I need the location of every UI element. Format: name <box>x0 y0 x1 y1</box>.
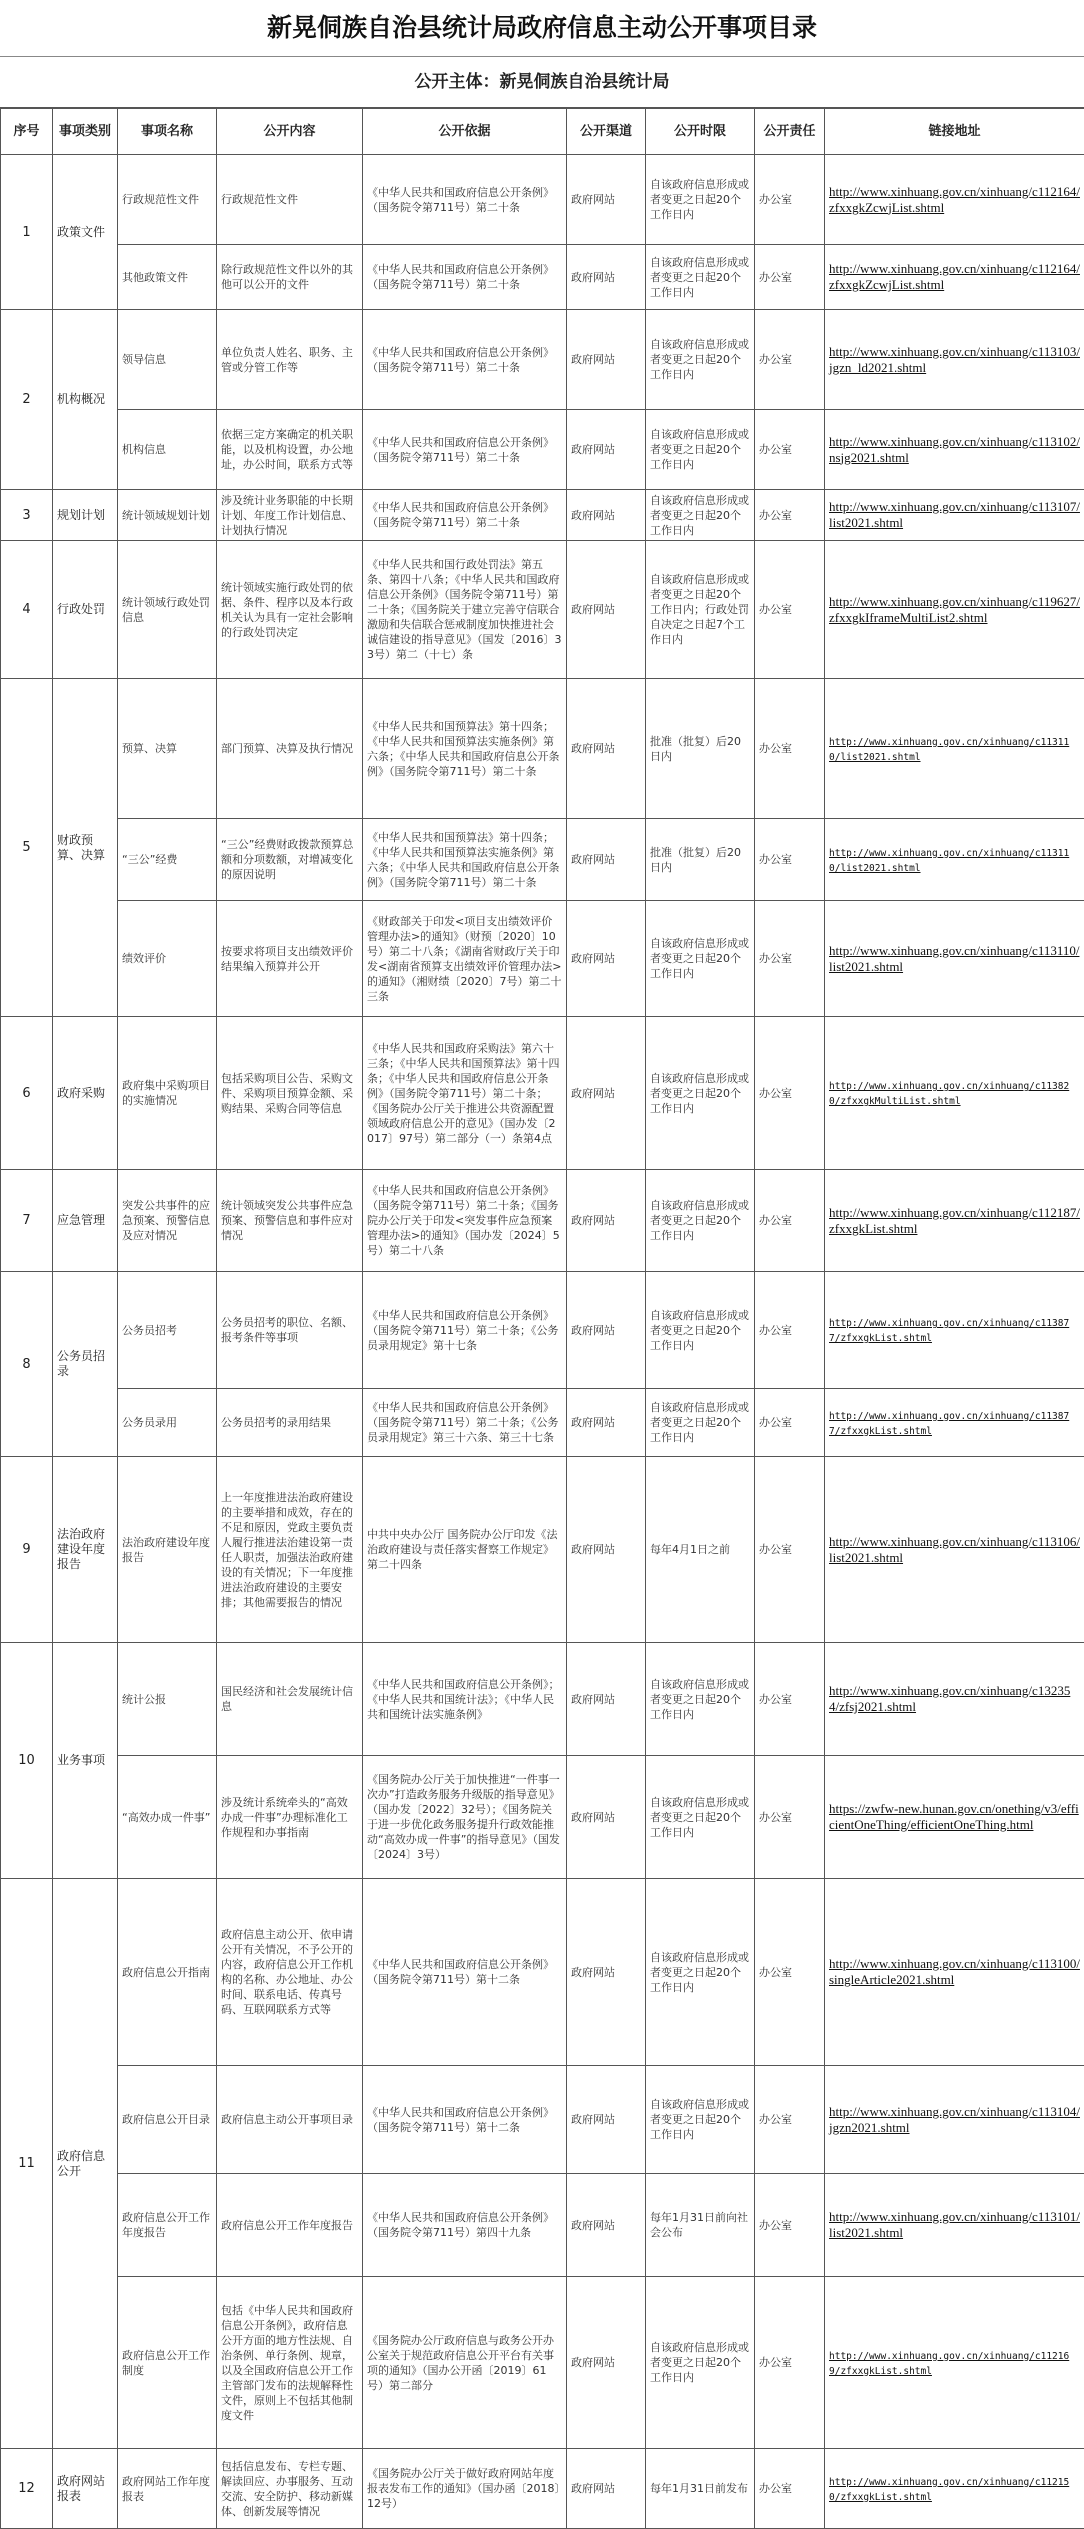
disclosure-content: “三公”经费财政拨款预算总额和分项数额，对增减变化的原因说明 <box>217 819 363 901</box>
link-cell <box>825 2277 1084 2449</box>
disclosure-channel: 政府网站 <box>567 2449 646 2529</box>
disclosure-content: 除行政规范性文件以外的其他可以公开的文件 <box>217 245 363 310</box>
responsible-dept: 办公室 <box>755 490 825 541</box>
responsible-dept: 办公室 <box>755 1879 825 2066</box>
disclosure-time-limit: 批准（批复）后20日内 <box>646 819 755 901</box>
disclosure-content: 按要求将项目支出绩效评价结果编入预算并公开 <box>217 901 363 1017</box>
disclosure-basis: 中共中央办公厅 国务院办公厅印发《法治政府建设与责任落实督察工作规定》第二十四条 <box>363 1457 567 1643</box>
link-cell <box>825 1879 1084 2066</box>
table-row <box>1 410 1084 490</box>
table-row <box>1 2174 1084 2277</box>
link-cell <box>825 1756 1084 1879</box>
item-name: 领导信息 <box>118 310 217 410</box>
disclosure-time-limit: 自该政府信息形成或者变更之日起20个工作日内 <box>646 1272 755 1389</box>
link-cell <box>825 1643 1084 1756</box>
disclosure-time-limit: 自该政府信息形成或者变更之日起20个工作日内 <box>646 410 755 490</box>
link-cell <box>825 490 1084 541</box>
disclosure-time-limit: 自该政府信息形成或者变更之日起20个工作日内 <box>646 1389 755 1457</box>
row-index: 11 <box>1 1879 53 2449</box>
link-address[interactable]: http://www.xinhuang.gov.cn/xinhuang/c113107/list2021.shtml <box>829 499 1080 530</box>
responsible-dept: 办公室 <box>755 310 825 410</box>
responsible-dept: 办公室 <box>755 1389 825 1457</box>
responsible-dept: 办公室 <box>755 155 825 245</box>
responsible-dept: 办公室 <box>755 2174 825 2277</box>
row-index: 7 <box>1 1170 53 1272</box>
responsible-dept: 办公室 <box>755 679 825 819</box>
header-cell: 公开依据 <box>363 109 567 155</box>
responsible-dept: 办公室 <box>755 541 825 679</box>
disclosure-content: 单位负责人姓名、职务、主管或分管工作等 <box>217 310 363 410</box>
header-cell: 序号 <box>1 109 53 155</box>
disclosure-channel: 政府网站 <box>567 1389 646 1457</box>
disclosure-basis: 《中华人民共和国政府信息公开条例》（国务院令第711号）第二十条 <box>363 490 567 541</box>
table-row <box>1 2066 1084 2174</box>
row-index: 5 <box>1 679 53 1017</box>
responsible-dept: 办公室 <box>755 819 825 901</box>
link-address[interactable]: https://zwfw-new.hunan.gov.cn/onething/v3/efficientOneThing/efficientOneThing.html <box>829 1801 1079 1832</box>
link-cell <box>825 2066 1084 2174</box>
disclosure-channel: 政府网站 <box>567 901 646 1017</box>
item-name: 预算、决算 <box>118 679 217 819</box>
responsible-dept: 办公室 <box>755 245 825 310</box>
link-address[interactable]: http://www.xinhuang.gov.cn/xinhuang/c113877/zfxxgkList.shtml <box>829 1318 1069 1344</box>
row-index: 6 <box>1 1017 53 1170</box>
table-row <box>1 1389 1084 1457</box>
header-cell: 事项名称 <box>118 109 217 155</box>
disclosure-basis: 《中华人民共和国预算法》第十四条；《中华人民共和国预算法实施条例》第六条；《中华人民共和国政府信息公开条例》（国务院令第711号）第二十条 <box>363 819 567 901</box>
link-cell <box>825 819 1084 901</box>
responsible-dept: 办公室 <box>755 1457 825 1643</box>
disclosure-channel: 政府网站 <box>567 1272 646 1389</box>
disclosure-content: 涉及统计系统牵头的“高效办成一件事”办理标准化工作规程和办事指南 <box>217 1756 363 1879</box>
disclosure-table <box>0 108 1084 2529</box>
disclosure-basis: 《中华人民共和国政府采购法》第六十三条；《中华人民共和国预算法》第十四条；《中华人民共和国政府信息公开条例》（国务院令第711号）第二十条；《国务院办公厅关于推进公共资源配置领域政府信息公开的意见》（国办发〔2017〕97号）第二部分（一）条第4点 <box>363 1017 567 1170</box>
disclosure-channel: 政府网站 <box>567 1457 646 1643</box>
header-cell: 链接地址 <box>825 109 1084 155</box>
table-row <box>1 1017 1084 1170</box>
disclosure-time-limit: 自该政府信息形成或者变更之日起20个工作日内 <box>646 901 755 1017</box>
link-cell <box>825 410 1084 490</box>
link-address[interactable]: http://www.xinhuang.gov.cn/xinhuang/c113100/singleArticle2021.shtml <box>829 1956 1080 1987</box>
item-name: 绩效评价 <box>118 901 217 1017</box>
disclosure-time-limit: 自该政府信息形成或者变更之日起20个工作日内 <box>646 1170 755 1272</box>
item-name: 政府信息公开指南 <box>118 1879 217 2066</box>
item-name: 政府信息公开工作年度报告 <box>118 2174 217 2277</box>
row-index: 12 <box>1 2449 53 2529</box>
disclosure-basis: 《中华人民共和国行政处罚法》第五条、第四十八条；《中华人民共和国政府信息公开条例》（国务院令第711号）第二十条；《国务院关于建立完善守信联合激励和失信联合惩戒制度加快推进社会诚信建设的指导意见》（国发〔2016〕33号）第二（十七）条 <box>363 541 567 679</box>
disclosure-time-limit: 自该政府信息形成或者变更之日起20个工作日内 <box>646 2066 755 2174</box>
disclosure-content: 包括信息发布、专栏专题、解读回应、办事服务、互动交流、安全防护、移动新媒体、创新发展等情况 <box>217 2449 363 2529</box>
disclosure-content: 上一年度推进法治政府建设的主要举措和成效，存在的不足和原因，党政主要负责人履行推进法治建设第一责任人职责，加强法治政府建设的有关情况；下一年度推进法治政府建设的主要安排；其他需要报告的情况 <box>217 1457 363 1643</box>
item-category: 机构概况 <box>53 310 118 490</box>
responsible-dept: 办公室 <box>755 901 825 1017</box>
disclosure-basis: 《中华人民共和国政府信息公开条例》（国务院令第711号）第二十条 <box>363 155 567 245</box>
item-name: 政府集中采购项目的实施情况 <box>118 1017 217 1170</box>
disclosure-basis: 《中华人民共和国政府信息公开条例》（国务院令第711号）第二十条 <box>363 410 567 490</box>
item-category: 规划计划 <box>53 490 118 541</box>
disclosure-channel: 政府网站 <box>567 410 646 490</box>
link-cell <box>825 1272 1084 1389</box>
disclosure-time-limit: 自该政府信息形成或者变更之日起20个工作日内；行政处罚自决定之日起7个工作日内 <box>646 541 755 679</box>
responsible-dept: 办公室 <box>755 1643 825 1756</box>
disclosure-time-limit: 自该政府信息形成或者变更之日起20个工作日内 <box>646 245 755 310</box>
item-name: 其他政策文件 <box>118 245 217 310</box>
row-index: 8 <box>1 1272 53 1457</box>
table-row <box>1 155 1084 245</box>
disclosure-content: 依据三定方案确定的机关职能，以及机构设置，办公地址，办公时间，联系方式等 <box>217 410 363 490</box>
item-name: 政府信息公开目录 <box>118 2066 217 2174</box>
table-row <box>1 1643 1084 1756</box>
disclosure-basis: 《中华人民共和国政府信息公开条例》（国务院令第711号）第十二条 <box>363 2066 567 2174</box>
link-address[interactable]: http://www.xinhuang.gov.cn/xinhuang/c112164/zfxxgkZcwjList.shtml <box>829 261 1080 292</box>
disclosure-basis: 《中华人民共和国政府信息公开条例》（国务院令第711号）第二十条；《公务员录用规定》第三十六条、第三十七条 <box>363 1389 567 1457</box>
link-address[interactable]: http://www.xinhuang.gov.cn/xinhuang/c113110/list2021.shtml <box>829 943 1079 974</box>
disclosure-time-limit: 每年1月31日前向社会公布 <box>646 2174 755 2277</box>
link-address[interactable]: http://www.xinhuang.gov.cn/xinhuang/c119627/zfxxgkIframeMultiList2.shtml <box>829 594 1080 625</box>
item-name: 政府信息公开工作制度 <box>118 2277 217 2449</box>
table-row <box>1 679 1084 819</box>
link-address[interactable]: http://www.xinhuang.gov.cn/xinhuang/c113877/zfxxgkList.shtml <box>829 1411 1069 1437</box>
link-address[interactable]: http://www.xinhuang.gov.cn/xinhuang/c112187/zfxxgkList.shtml <box>829 1205 1080 1236</box>
link-address[interactable]: http://www.xinhuang.gov.cn/xinhuang/c113101/list2021.shtml <box>829 2209 1080 2240</box>
row-index: 4 <box>1 541 53 679</box>
disclosure-time-limit: 批准（批复）后20日内 <box>646 679 755 819</box>
row-index: 2 <box>1 310 53 490</box>
page-subtitle: 公开主体：新晃侗族自治县统计局 <box>0 57 1084 108</box>
link-address[interactable]: http://www.xinhuang.gov.cn/xinhuang/c113110/list2021.shtml <box>829 848 1069 874</box>
disclosure-channel: 政府网站 <box>567 1756 646 1879</box>
row-index: 10 <box>1 1643 53 1879</box>
disclosure-channel: 政府网站 <box>567 245 646 310</box>
link-cell <box>825 155 1084 245</box>
disclosure-time-limit: 自该政府信息形成或者变更之日起20个工作日内 <box>646 155 755 245</box>
disclosure-content: 包括采购项目公告、采购文件、采购项目预算金额、采购结果、采购合同等信息 <box>217 1017 363 1170</box>
item-name: 公务员招考 <box>118 1272 217 1389</box>
item-name: 公务员录用 <box>118 1389 217 1457</box>
item-name: 统计公报 <box>118 1643 217 1756</box>
responsible-dept: 办公室 <box>755 1756 825 1879</box>
table-row <box>1 1457 1084 1643</box>
disclosure-channel: 政府网站 <box>567 1170 646 1272</box>
link-cell <box>825 1017 1084 1170</box>
disclosure-time-limit: 每年1月31日前发布 <box>646 2449 755 2529</box>
link-address[interactable]: http://www.xinhuang.gov.cn/xinhuang/c112169/zfxxgkList.shtml <box>829 2351 1069 2377</box>
link-cell <box>825 901 1084 1017</box>
table-row <box>1 245 1084 310</box>
link-address[interactable]: http://www.xinhuang.gov.cn/xinhuang/c113104/jgzn2021.shtml <box>829 2104 1080 2135</box>
disclosure-basis: 《中华人民共和国政府信息公开条例》（国务院令第711号）第二十条；《国务院办公厅关于印发<突发事件应急预案管理办法>的通知》（国办发〔2024〕5号）第二十八条 <box>363 1170 567 1272</box>
link-cell <box>825 541 1084 679</box>
table-row <box>1 1272 1084 1389</box>
header-cell: 公开内容 <box>217 109 363 155</box>
link-cell <box>825 1389 1084 1457</box>
disclosure-content: 行政规范性文件 <box>217 155 363 245</box>
disclosure-time-limit: 自该政府信息形成或者变更之日起20个工作日内 <box>646 1017 755 1170</box>
link-cell <box>825 1170 1084 1272</box>
table-row <box>1 1879 1084 2066</box>
disclosure-time-limit: 每年4月1日之前 <box>646 1457 755 1643</box>
link-cell <box>825 1457 1084 1643</box>
disclosure-basis: 《国务院办公厅政府信息与政务公开办公室关于规范政府信息公开平台有关事项的通知》（国办公开函〔2019〕61号）第二部分 <box>363 2277 567 2449</box>
link-cell <box>825 310 1084 410</box>
link-address[interactable]: http://www.xinhuang.gov.cn/xinhuang/c112150/zfxxgkList.shtml <box>829 2477 1069 2503</box>
item-name: “高效办成一件事” <box>118 1756 217 1879</box>
item-name: 行政规范性文件 <box>118 155 217 245</box>
link-address[interactable]: http://www.xinhuang.gov.cn/xinhuang/c112164/zfxxgkZcwjList.shtml <box>829 184 1080 215</box>
item-category: 政府采购 <box>53 1017 118 1170</box>
link-address[interactable]: http://www.xinhuang.gov.cn/xinhuang/c113110/list2021.shtml <box>829 737 1069 763</box>
item-category: 法治政府建设年度报告 <box>53 1457 118 1643</box>
item-category: 公务员招录 <box>53 1272 118 1457</box>
link-cell <box>825 679 1084 819</box>
disclosure-content: 涉及统计业务职能的中长期计划、年度工作计划信息、计划执行情况 <box>217 490 363 541</box>
page-title: 新晃侗族自治县统计局政府信息主动公开事项目录 <box>0 0 1084 57</box>
disclosure-content: 公务员招考的录用结果 <box>217 1389 363 1457</box>
table-row <box>1 1170 1084 1272</box>
disclosure-time-limit: 自该政府信息形成或者变更之日起20个工作日内 <box>646 490 755 541</box>
row-index: 1 <box>1 155 53 310</box>
disclosure-content: 统计领域突发公共事件应急预案、预警信息和事件应对情况 <box>217 1170 363 1272</box>
disclosure-basis: 《中华人民共和国预算法》第十四条；《中华人民共和国预算法实施条例》第六条；《中华人民共和国政府信息公开条例》（国务院令第711号）第二十条 <box>363 679 567 819</box>
disclosure-basis: 《中华人民共和国政府信息公开条例》（国务院令第711号）第二十条；《公务员录用规定》第十七条 <box>363 1272 567 1389</box>
item-name: 机构信息 <box>118 410 217 490</box>
disclosure-channel: 政府网站 <box>567 310 646 410</box>
table-row <box>1 819 1084 901</box>
disclosure-content: 公务员招考的职位、名额、报考条件等事项 <box>217 1272 363 1389</box>
disclosure-time-limit: 自该政府信息形成或者变更之日起20个工作日内 <box>646 310 755 410</box>
table-row <box>1 541 1084 679</box>
link-cell <box>825 2449 1084 2529</box>
link-address[interactable]: http://www.xinhuang.gov.cn/xinhuang/c113820/zfxxgkMultiList.shtml <box>829 1081 1069 1107</box>
disclosure-basis: 《中华人民共和国政府信息公开条例》（国务院令第711号）第二十条 <box>363 310 567 410</box>
disclosure-basis: 《国务院办公厅关于做好政府网站年度报表发布工作的通知》（国办函〔2018〕12号） <box>363 2449 567 2529</box>
disclosure-channel: 政府网站 <box>567 1879 646 2066</box>
responsible-dept: 办公室 <box>755 2066 825 2174</box>
disclosure-channel: 政府网站 <box>567 2277 646 2449</box>
disclosure-basis: 《国务院办公厅关于加快推进“一件事一次办”打造政务服务升级版的指导意见》（国办发〔2022〕32号）；《国务院关于进一步优化政务服务提升行政效能推动“高效办成一件事”的指导意见》（国发〔2024〕3号） <box>363 1756 567 1879</box>
disclosure-time-limit: 自该政府信息形成或者变更之日起20个工作日内 <box>646 1879 755 2066</box>
table-row <box>1 2449 1084 2529</box>
disclosure-time-limit: 自该政府信息形成或者变更之日起20个工作日内 <box>646 2277 755 2449</box>
disclosure-content: 统计领域实施行政处罚的依据、条件、程序以及本行政机关认为具有一定社会影响的行政处罚决定 <box>217 541 363 679</box>
link-cell <box>825 245 1084 310</box>
header-cell: 公开渠道 <box>567 109 646 155</box>
disclosure-basis: 《中华人民共和国政府信息公开条例》（国务院令第711号）第十二条 <box>363 1879 567 2066</box>
disclosure-content: 包括《中华人民共和国政府信息公开条例》，政府信息公开方面的地方性法规、自治条例、单行条例、规章，以及全国政府信息公开工作主管部门发布的法规解释性文件，原则上不包括其他制度文件 <box>217 2277 363 2449</box>
link-address[interactable]: http://www.xinhuang.gov.cn/xinhuang/c113102/nsjg2021.shtml <box>829 434 1080 465</box>
item-name: 统计领域规划计划 <box>118 490 217 541</box>
disclosure-channel: 政府网站 <box>567 490 646 541</box>
disclosure-basis: 《中华人民共和国政府信息公开条例》（国务院令第711号）第二十条 <box>363 245 567 310</box>
item-category: 政府信息公开 <box>53 1879 118 2449</box>
table-row <box>1 901 1084 1017</box>
item-category: 财政预算、决算 <box>53 679 118 1017</box>
item-category: 行政处罚 <box>53 541 118 679</box>
disclosure-basis: 《中华人民共和国政府信息公开条例》（国务院令第711号）第四十九条 <box>363 2174 567 2277</box>
item-name: 突发公共事件的应急预案、预警信息及应对情况 <box>118 1170 217 1272</box>
responsible-dept: 办公室 <box>755 1170 825 1272</box>
table-row <box>1 1756 1084 1879</box>
link-address[interactable]: http://www.xinhuang.gov.cn/xinhuang/c113103/jgzn_ld2021.shtml <box>829 344 1080 375</box>
table-row <box>1 490 1084 541</box>
responsible-dept: 办公室 <box>755 2449 825 2529</box>
disclosure-content: 政府信息主动公开、依申请公开有关情况，不予公开的内容，政府信息公开工作机构的名称、办公地址、办公时间、联系电话、传真号码、互联网联系方式等 <box>217 1879 363 2066</box>
responsible-dept: 办公室 <box>755 2277 825 2449</box>
link-address[interactable]: http://www.xinhuang.gov.cn/xinhuang/c113106/list2021.shtml <box>829 1534 1080 1565</box>
disclosure-content: 国民经济和社会发展统计信息 <box>217 1643 363 1756</box>
table-header-row <box>1 109 1084 155</box>
disclosure-channel: 政府网站 <box>567 2174 646 2277</box>
disclosure-content: 部门预算、决算及执行情况 <box>217 679 363 819</box>
disclosure-basis: 《中华人民共和国政府信息公开条例》；《中华人民共和国统计法》；《中华人民共和国统计法实施条例》 <box>363 1643 567 1756</box>
responsible-dept: 办公室 <box>755 410 825 490</box>
row-index: 3 <box>1 490 53 541</box>
disclosure-channel: 政府网站 <box>567 1643 646 1756</box>
disclosure-channel: 政府网站 <box>567 155 646 245</box>
item-category: 政府网站报表 <box>53 2449 118 2529</box>
header-cell: 公开时限 <box>646 109 755 155</box>
item-name: 统计领域行政处罚信息 <box>118 541 217 679</box>
link-address[interactable]: http://www.xinhuang.gov.cn/xinhuang/c132354/zfsj2021.shtml <box>829 1683 1070 1714</box>
disclosure-basis: 《财政部关于印发<项目支出绩效评价管理办法>的通知》（财预〔2020〕10号）第二十八条；《湖南省财政厅关于印发<湖南省预算支出绩效评价管理办法>的通知》（湘财绩〔2020〕7号）第二十三条 <box>363 901 567 1017</box>
item-category: 应急管理 <box>53 1170 118 1272</box>
table-row <box>1 2277 1084 2449</box>
disclosure-time-limit: 自该政府信息形成或者变更之日起20个工作日内 <box>646 1756 755 1879</box>
disclosure-content: 政府信息公开工作年度报告 <box>217 2174 363 2277</box>
item-category: 政策文件 <box>53 155 118 310</box>
responsible-dept: 办公室 <box>755 1272 825 1389</box>
disclosure-channel: 政府网站 <box>567 679 646 819</box>
item-category: 业务事项 <box>53 1643 118 1879</box>
disclosure-content: 政府信息主动公开事项目录 <box>217 2066 363 2174</box>
item-name: 政府网站工作年度报表 <box>118 2449 217 2529</box>
disclosure-channel: 政府网站 <box>567 819 646 901</box>
header-cell: 公开责任 <box>755 109 825 155</box>
link-cell <box>825 2174 1084 2277</box>
row-index: 9 <box>1 1457 53 1643</box>
disclosure-channel: 政府网站 <box>567 1017 646 1170</box>
disclosure-channel: 政府网站 <box>567 2066 646 2174</box>
header-cell: 事项类别 <box>53 109 118 155</box>
table-row <box>1 310 1084 410</box>
responsible-dept: 办公室 <box>755 1017 825 1170</box>
item-name: “三公”经费 <box>118 819 217 901</box>
disclosure-time-limit: 自该政府信息形成或者变更之日起20个工作日内 <box>646 1643 755 1756</box>
disclosure-channel: 政府网站 <box>567 541 646 679</box>
item-name: 法治政府建设年度报告 <box>118 1457 217 1643</box>
